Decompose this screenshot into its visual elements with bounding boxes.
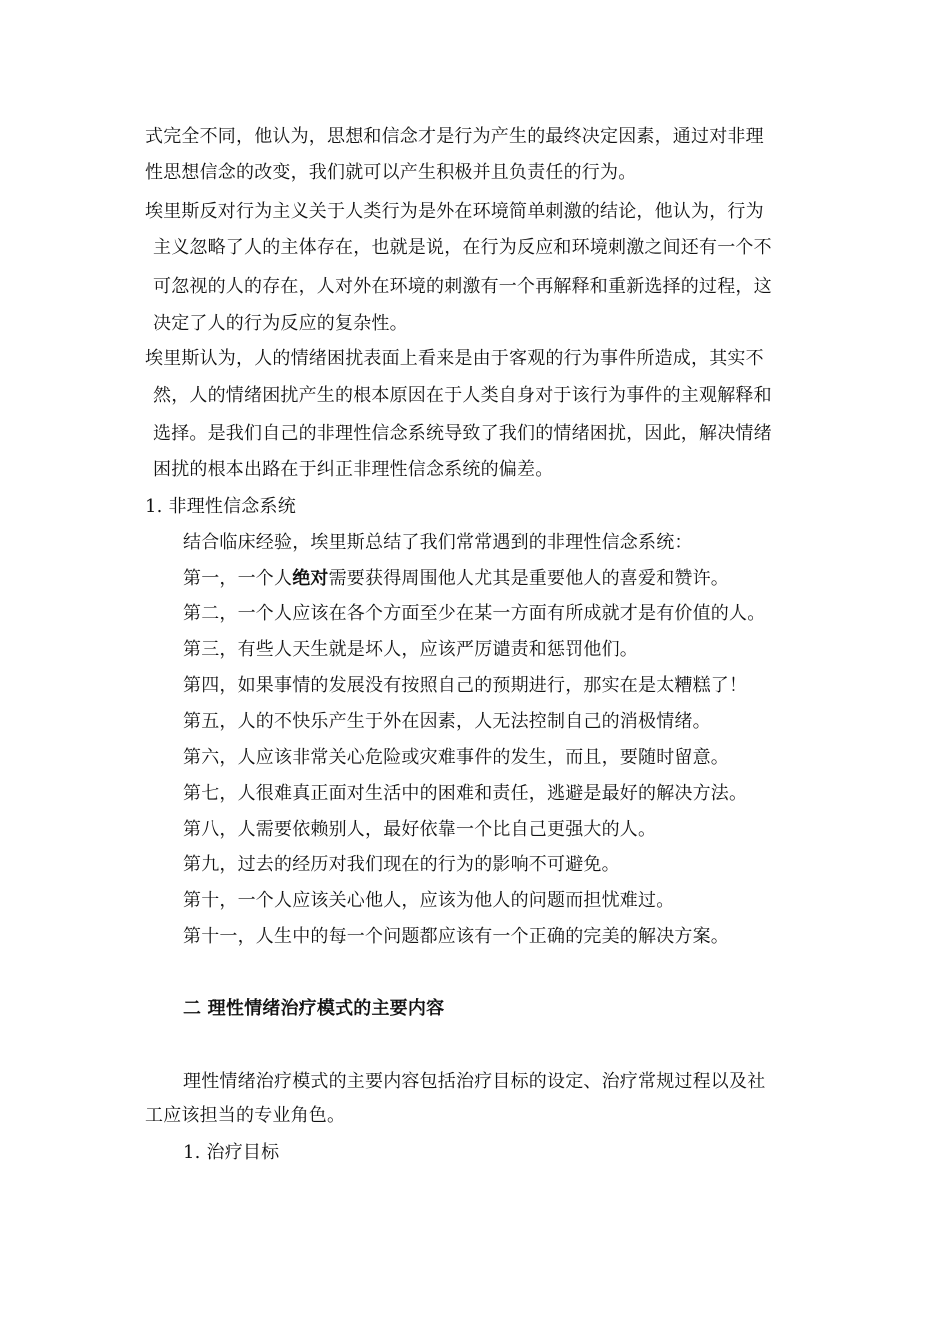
belief-item-1-prefix: 第一，一个人	[183, 568, 293, 589]
paragraph-2-line-2: 主义忽略了人的主体存在，也就是说，在行为反应和环境刺激之间还有一个不	[153, 237, 772, 258]
paragraph-1-line-2: 性思想信念的改变，我们就可以产生积极并且负责任的行为。	[145, 162, 637, 183]
belief-item-10: 第十，一个人应该关心他人，应该为他人的问题而担忧难过。	[183, 890, 675, 911]
belief-item-11: 第十一，人生中的每一个问题都应该有一个正确的完美的解决方案。	[183, 926, 729, 947]
belief-item-1-emphasis: 绝对	[292, 568, 329, 589]
section-2-intro-line-1: 理性情绪治疗模式的主要内容包括治疗目标的设定、治疗常规过程以及社	[183, 1071, 766, 1092]
section-1-heading: 1. 非理性信念系统	[145, 496, 296, 517]
section-1-intro: 结合临床经验，埃里斯总结了我们常常遇到的非理性信念系统：	[183, 532, 693, 553]
section-2-subheading: 1. 治疗目标	[183, 1142, 280, 1163]
section-2-intro-line-2: 工应该担当的专业角色。	[145, 1105, 346, 1126]
belief-item-3: 第三，有些人天生就是坏人，应该严厉谴责和惩罚他们。	[183, 639, 638, 660]
paragraph-3-line-4: 困扰的根本出路在于纠正非理性信念系统的偏差。	[153, 459, 554, 480]
belief-item-2: 第二，一个人应该在各个方面至少在某一方面有所成就才是有价值的人。	[183, 603, 766, 624]
paragraph-3-line-3: 选择。是我们自己的非理性信念系统导致了我们的情绪困扰，因此，解决情绪	[153, 423, 772, 444]
paragraph-3-line-2: 然，人的情绪困扰产生的根本原因在于人类自身对于该行为事件的主观解释和	[153, 385, 772, 406]
paragraph-3-line-1: 埃里斯认为，人的情绪困扰表面上看来是由于客观的行为事件所造成，其实不	[145, 348, 764, 369]
section-2-heading: 二 理性情绪治疗模式的主要内容	[183, 998, 445, 1019]
belief-item-1	[183, 567, 729, 591]
belief-item-8: 第八，人需要依赖别人，最好依靠一个比自己更强大的人。	[183, 819, 657, 840]
belief-item-1-suffix: 需要获得周围他人尤其是重要他人的喜爱和赞许。	[328, 568, 730, 589]
paragraph-2-line-1: 埃里斯反对行为主义关于人类行为是外在环境简单刺激的结论，他认为，行为	[145, 201, 764, 222]
belief-item-9: 第九，过去的经历对我们现在的行为的影响不可避免。	[183, 854, 620, 875]
paragraph-2-line-4: 决定了人的行为反应的复杂性。	[153, 313, 408, 334]
belief-item-6: 第六，人应该非常关心危险或灾难事件的发生，而且，要随时留意。	[183, 747, 729, 768]
paragraph-2-line-3: 可忽视的人的存在，人对外在环境的刺激有一个再解释和重新选择的过程，这	[153, 276, 772, 297]
belief-item-4: 第四，如果事情的发展没有按照自己的预期进行，那实在是太糟糕了！	[183, 675, 748, 696]
belief-item-7: 第七，人很难真正面对生活中的困难和责任，逃避是最好的解决方法。	[183, 783, 748, 804]
belief-item-5: 第五，人的不快乐产生于外在因素，人无法控制自己的消极情绪。	[183, 711, 711, 732]
paragraph-1-line-1: 式完全不同，他认为，思想和信念才是行为产生的最终决定因素，通过对非理	[145, 126, 764, 147]
